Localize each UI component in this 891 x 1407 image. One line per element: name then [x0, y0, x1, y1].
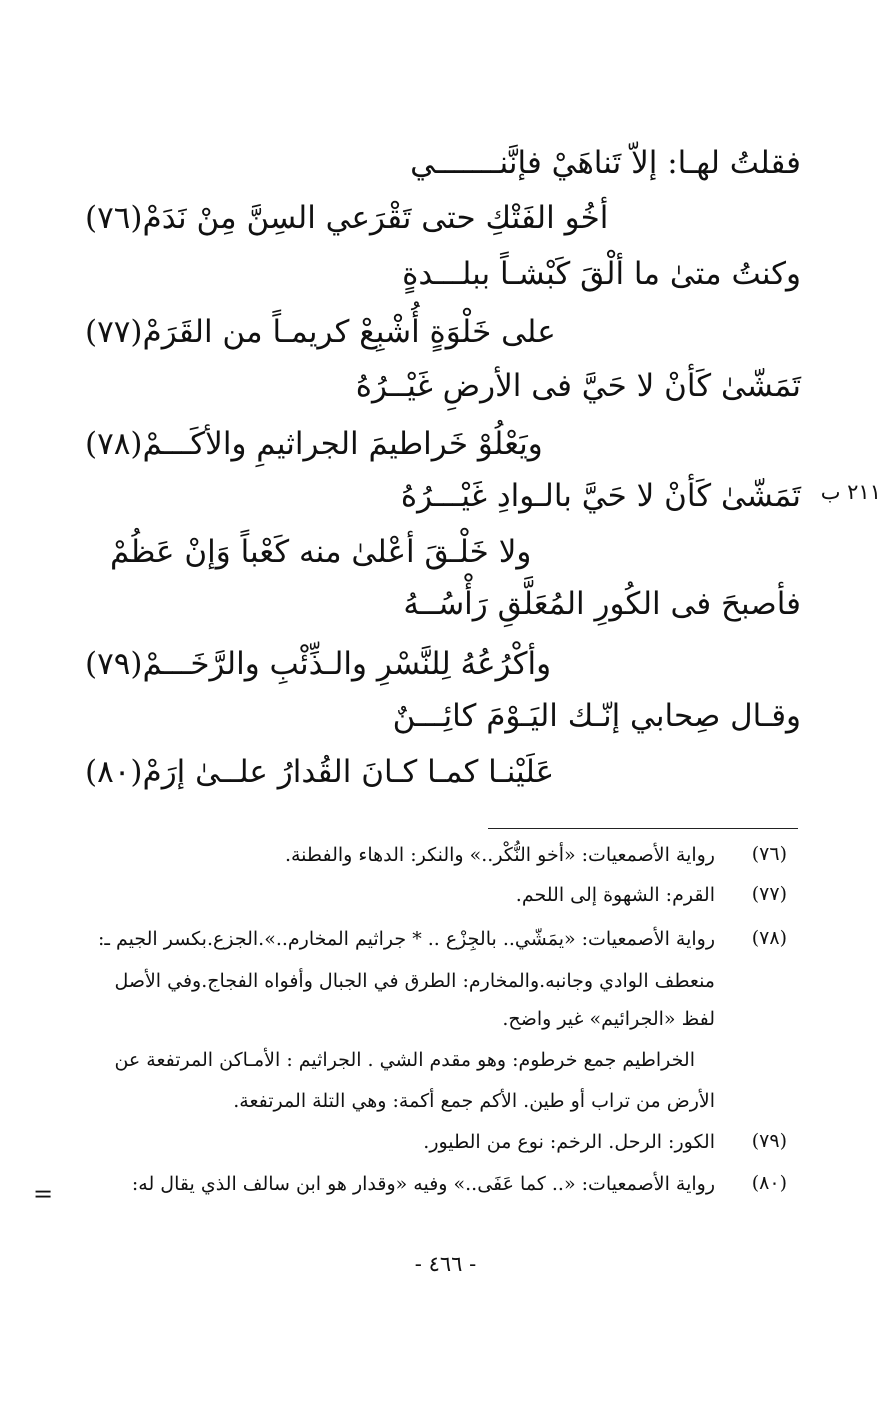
- verse-9: فأصبحَ فى الكُورِ المُعَلَّقِ رَأْسُــهُ: [403, 586, 801, 622]
- footnote-text: رواية الأصمعيات: «أخو النُّكْر..» والنكر: الدهاء والفطنة.: [284, 844, 715, 866]
- footnote-number: (٧٨): [751, 927, 787, 949]
- footnote-text: منعطف الوادي وجانبه.والمخارم: الطرق في الجبال وأفواه الفجاج.وفي الأصل: [114, 970, 715, 992]
- footnote-text: رواية الأصمعيات: «يمَشّي.. بالجِزْع .. * جراثيم المخارم..».الجزع.بكسر الجيم ـ:: [97, 928, 715, 950]
- footnote-text: القرم: الشهوة إلى اللحم.: [515, 884, 715, 906]
- verse-5: تَمَشّىٰ كَأنْ لا حَيَّ فى الأرضِ غَيْــرُهُ: [355, 368, 801, 404]
- verse-7: تَمَشّىٰ كَأنْ لا حَيَّ بالـوادِ غَيْـــرُهُ: [400, 478, 801, 514]
- footnote-text: رواية الأصمعيات: «.. كما عَفَى..» وفيه «وقدار هو ابن سالف الذي يقال له:: [131, 1173, 715, 1195]
- footnote-separator: [488, 828, 798, 829]
- footnote-number: (٧٧): [751, 883, 787, 905]
- verse-11: وقـال صِحابي إنّـك اليَـوْمَ كائِـــنٌ: [392, 698, 801, 734]
- footnote-number: (٧٩): [751, 1130, 787, 1152]
- footnote-text: لفظ «الجرائيم» غير واضح.: [502, 1008, 715, 1030]
- footnote-number: (٨٠): [751, 1172, 787, 1194]
- footnote-text: الكور: الرحل. الرخم: نوع من الطيور.: [423, 1131, 715, 1153]
- verse-1: فقلتُ لهـا: إلاّ تَناهَيْ فإنَّنـــــــي: [410, 145, 801, 181]
- footnote-text: الأرض من تراب أو طين. الأكم جمع أكمة: وهي التلة المرتفعة.: [233, 1090, 715, 1112]
- footnote-text: الخراطيم جمع خرطوم: وهو مقدم الشي . الجراثيم : الأمـاكن المرتفعة عن: [114, 1049, 695, 1071]
- verse-12: عَلَيْنـا كمـا كـانَ القُدارُ علــىٰ إرَمْ(٨٠): [85, 754, 555, 790]
- verse-10: وأكْرُعُهُ لِلنَّسْرِ والـذِّئْبِ والرَّخَـــمْ(٧٩): [85, 646, 552, 682]
- footnote-number: (٧٦): [751, 843, 787, 865]
- verse-3: وكنتُ متىٰ ما ألْقَ كَبْشـاً ببلـــدةٍ: [402, 256, 801, 292]
- verse-6: ويَعْلُوْ خَراطيمَ الجراثيمِ والأكَـــمْ(٧٨): [85, 426, 543, 462]
- verse-2: أخُو الفَتْكِ حتى تَقْرَعي السِنَّ مِنْ نَدَمْ(٧٦): [85, 200, 609, 236]
- continuation-mark: =: [33, 1180, 54, 1208]
- margin-folio-marker: ٢١١ ب: [820, 480, 881, 504]
- verse-4: على خَلْوَةٍ أُشْبِعْ كريمـاً من القَرَمْ(٧٧): [85, 314, 556, 350]
- verse-8: ولا خَلْـقَ أعْلىٰ منه كَعْباً وَإنْ عَظُمْ: [110, 534, 532, 570]
- page-number: - ٤٦٦ -: [414, 1252, 477, 1276]
